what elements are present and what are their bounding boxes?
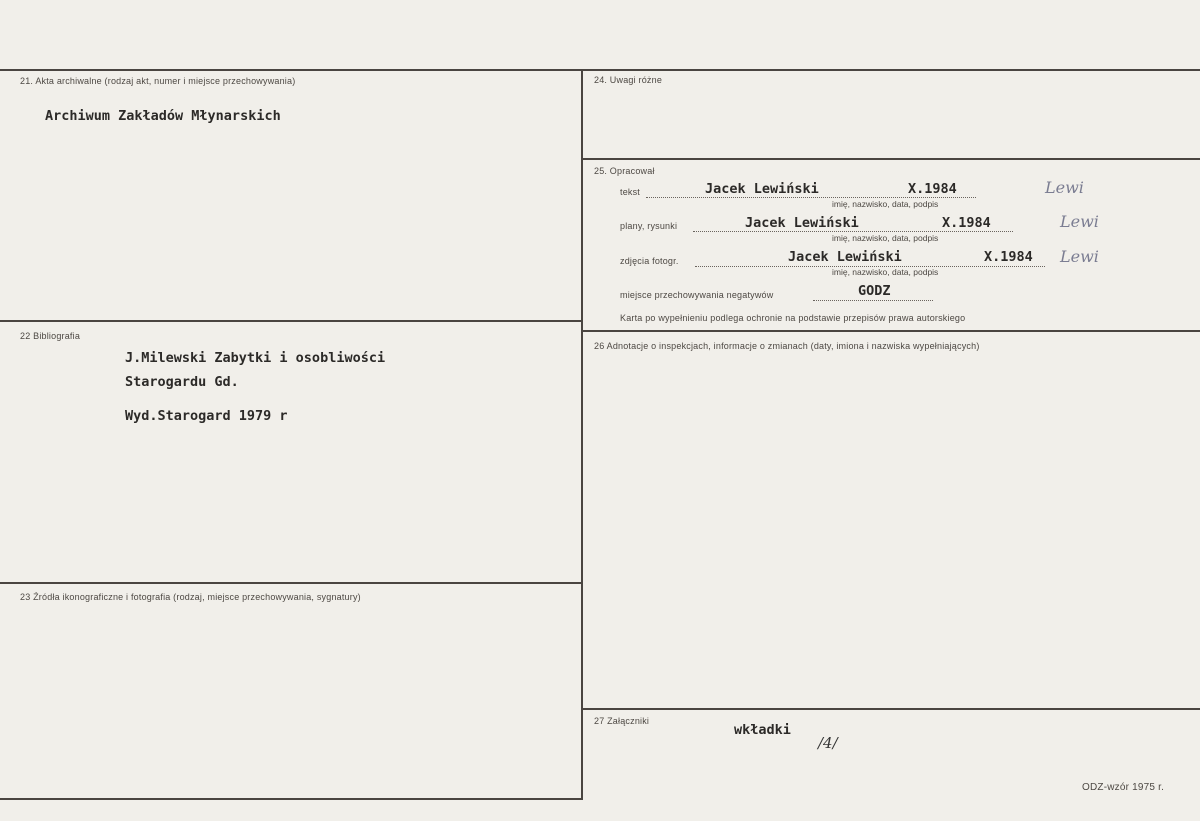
- zdjecia-name: Jacek Lewiński: [788, 249, 902, 265]
- bibliography-line-1: J.Milewski Zabytki i osobliwości: [125, 350, 386, 366]
- rule-25-26: [583, 330, 1200, 332]
- tekst-caption: imię, nazwisko, data, podpis: [832, 199, 939, 209]
- negatives-value: GODZ: [858, 283, 891, 299]
- tekst-dotted-line: [646, 197, 976, 198]
- section-23-label: 23 Źródła ikonograficzne i fotografia (rodzaj, miejsce przechowywania, sygnatury): [20, 592, 361, 602]
- form-template-note: ODZ-wzór 1975 r.: [1082, 782, 1165, 793]
- copyright-protection-note: Karta po wypełnieniu podlega ochronie na podstawie przepisów prawa autorskiego: [620, 313, 966, 323]
- section-24-label: 24. Uwagi różne: [594, 75, 663, 85]
- tekst-signature: Lewi: [1045, 178, 1084, 197]
- plany-name: Jacek Lewiński: [745, 215, 859, 231]
- zdjecia-date: X.1984: [984, 249, 1033, 265]
- zdjecia-caption: imię, nazwisko, data, podpis: [832, 267, 939, 277]
- rule-21-22: [0, 320, 583, 322]
- zdjecia-signature: Lewi: [1060, 247, 1099, 266]
- bibliography-line-2: Starogardu Gd.: [125, 374, 239, 390]
- section-26-label: 26 Adnotacje o inspekcjach, informacje o zmianach (daty, imiona i nazwiska wypełniających): [594, 341, 980, 351]
- tekst-name: Jacek Lewiński: [705, 181, 819, 197]
- section-22-label: 22 Bibliografia: [20, 331, 81, 341]
- tekst-date: X.1984: [908, 181, 957, 197]
- attachments-count: /4/: [818, 734, 838, 752]
- plany-signature: Lewi: [1060, 212, 1099, 231]
- top-rule: [0, 69, 1200, 71]
- center-divider: [581, 69, 583, 800]
- bibliography-line-3: Wyd.Starogard 1979 r: [125, 408, 288, 424]
- section-21-label: 21. Akta archiwalne (rodzaj akt, numer i miejsce przechowywania): [20, 76, 296, 86]
- plany-dotted-line: [693, 231, 1013, 232]
- negatives-label: miejsce przechowywania negatywów: [620, 290, 774, 300]
- rule-22-23: [0, 582, 583, 584]
- section-27-label: 27 Załączniki: [594, 716, 650, 726]
- attachments-value: wkładki: [734, 722, 791, 738]
- rule-24-25: [583, 158, 1200, 160]
- section-21-value: Archiwum Zakładów Młynarskich: [45, 108, 281, 124]
- plany-label: plany, rysunki: [620, 221, 678, 231]
- negatives-dotted-line: [813, 300, 933, 301]
- plany-date: X.1984: [942, 215, 991, 231]
- rule-26-27: [583, 708, 1200, 710]
- zdjecia-label: zdjęcia fotogr.: [620, 256, 679, 266]
- section-25-label: 25. Opracował: [594, 166, 655, 176]
- plany-caption: imię, nazwisko, data, podpis: [832, 233, 939, 243]
- tekst-label: tekst: [620, 187, 641, 197]
- bottom-rule-left: [0, 798, 583, 800]
